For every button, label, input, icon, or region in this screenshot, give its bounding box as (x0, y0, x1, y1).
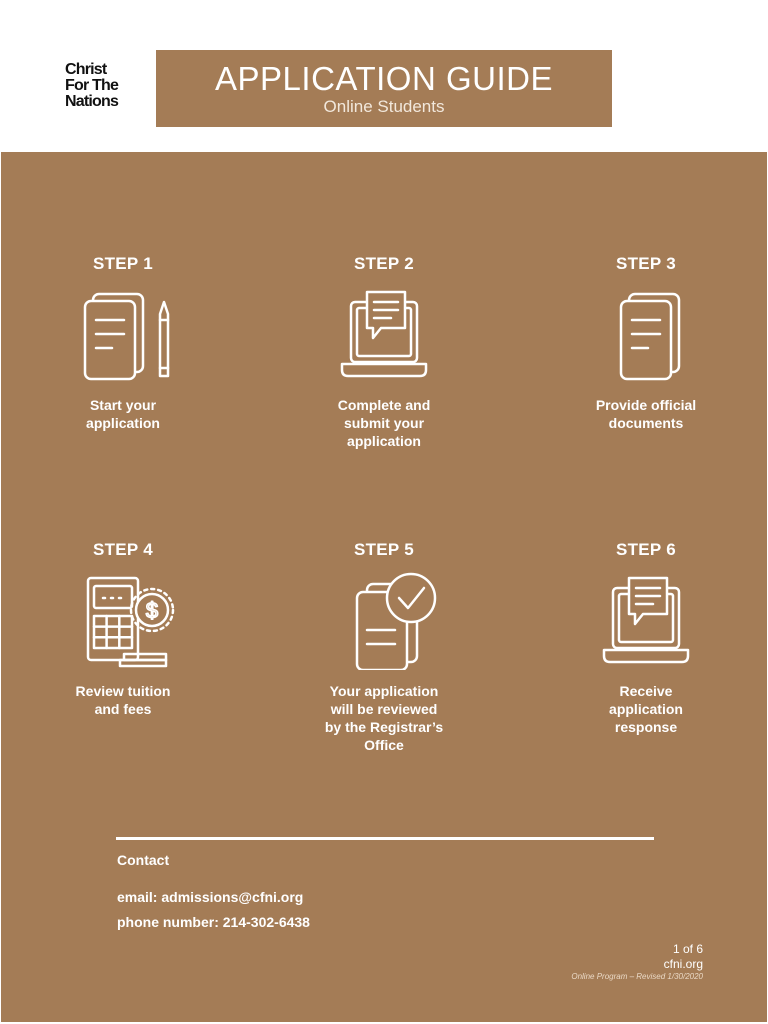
steps-panel (1, 152, 767, 1022)
title-banner (156, 50, 612, 127)
step-4-label: STEP 4 (92, 540, 154, 559)
contact-divider (116, 837, 654, 840)
website-link[interactable]: cfni.org (663, 957, 703, 971)
step-5-label: STEP 5 (353, 540, 415, 559)
contact-phone[interactable]: phone number: 214-302-6438 (117, 914, 310, 930)
documents-pencil-icon (68, 284, 178, 384)
step-2-description: Complete and submit your application (337, 397, 431, 449)
logo-line-1: Christ (65, 61, 107, 78)
logo-line-3: Nations (65, 93, 119, 110)
document-check-icon (329, 570, 439, 670)
step-3-description: Provide official documents (595, 397, 697, 431)
step-2-label: STEP 2 (353, 254, 415, 273)
contact-heading: Contact (117, 852, 170, 868)
step-6 (546, 540, 746, 736)
step-6-description: Receive application response (609, 683, 683, 735)
step-4 (23, 540, 223, 718)
revision-note: Online Program – Revised 1/30/2020 (571, 972, 703, 981)
step-6-label: STEP 6 (615, 540, 677, 559)
documents-icon (591, 284, 701, 384)
step-3-label: STEP 3 (615, 254, 677, 273)
step-1-label: STEP 1 (92, 254, 154, 273)
laptop-form-icon (329, 284, 439, 384)
step-2 (284, 254, 484, 450)
step-5-description: Your application will be reviewed by the Registrar’s Office (324, 683, 444, 753)
page-title: APPLICATION GUIDE (215, 60, 553, 97)
page-subtitle: Online Students (323, 97, 445, 116)
logo-line-2: For The (65, 77, 119, 94)
laptop-message-icon (591, 570, 701, 670)
step-4-description: Review tuition and fees (75, 683, 171, 717)
step-1 (23, 254, 223, 432)
logo (65, 62, 118, 110)
page-number: 1 of 6 (672, 942, 703, 956)
step-3 (546, 254, 746, 432)
step-5 (284, 540, 484, 754)
contact-email[interactable]: email: admissions@cfni.org (117, 889, 304, 905)
calculator-dollar-icon (68, 570, 178, 670)
svg-text:$: $ (145, 598, 159, 623)
step-1-description: Start your application (86, 397, 160, 431)
